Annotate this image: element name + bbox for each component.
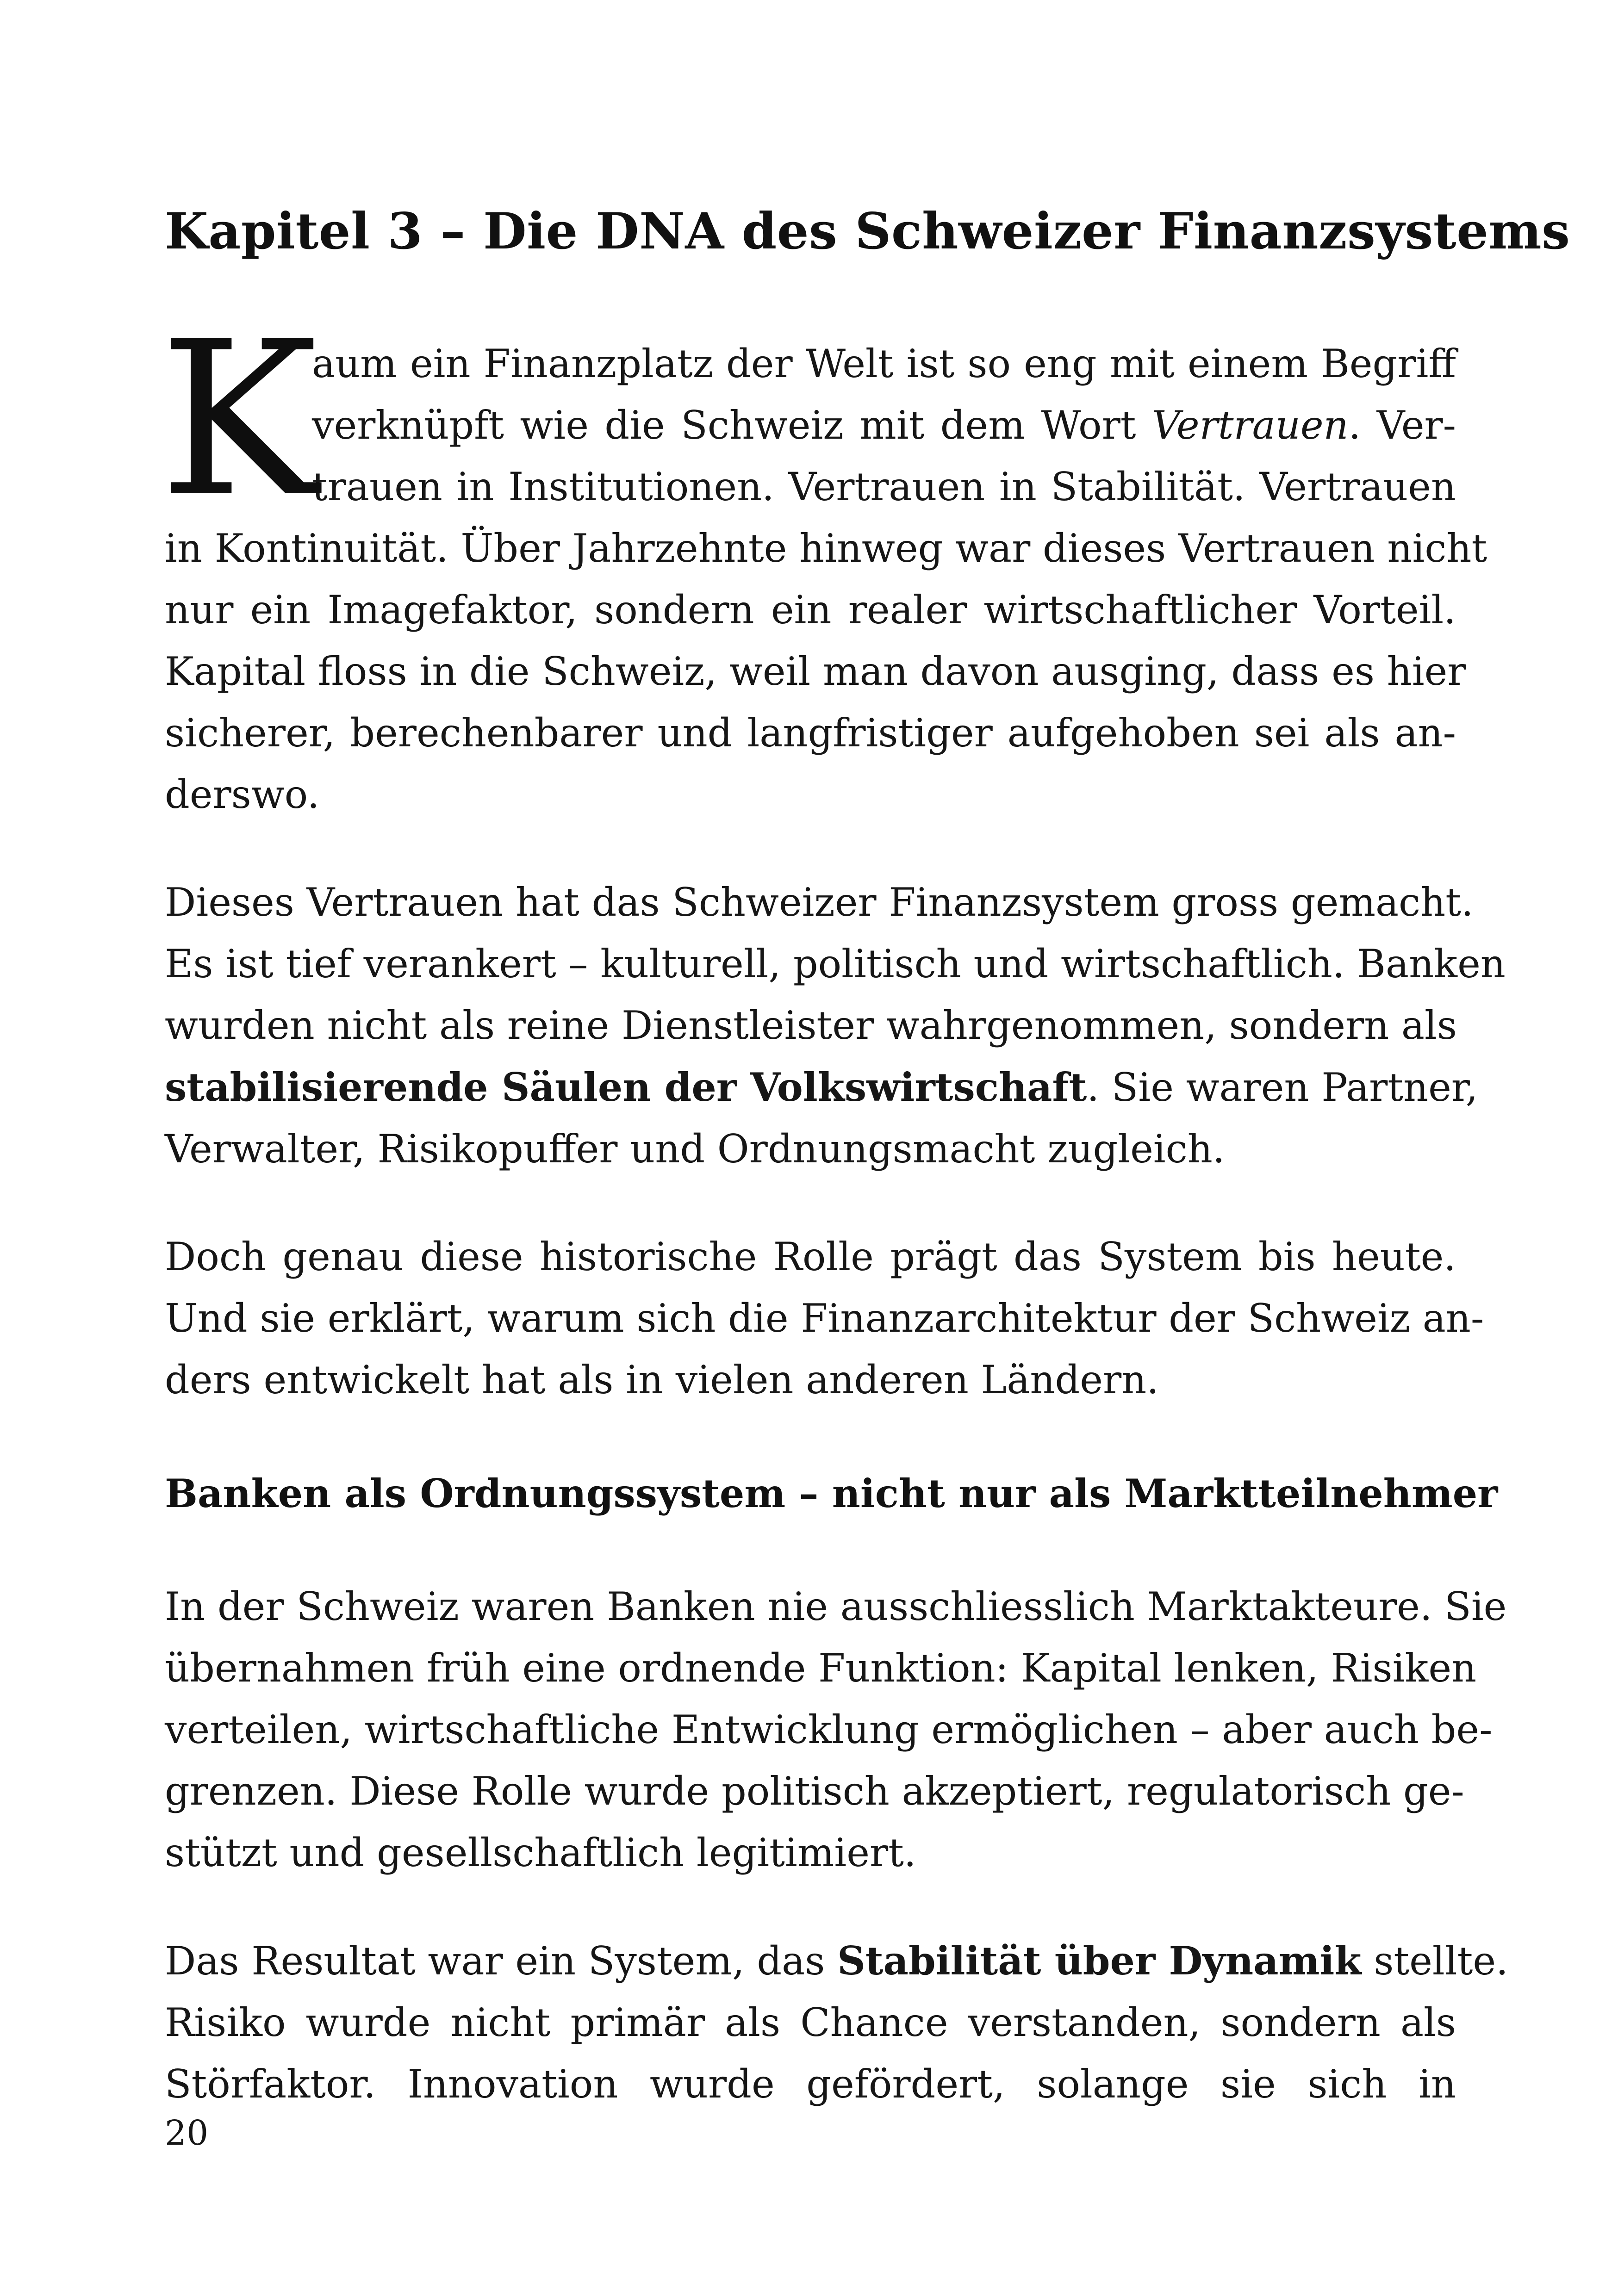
text-line bbox=[165, 1056, 1478, 1118]
text-line bbox=[165, 1930, 1508, 1992]
text-run: Das Resultat war ein System, das bbox=[165, 1938, 838, 1984]
text-line: wurden nicht als reine Dienstleister wahrgenommen, sondern als bbox=[165, 1003, 1457, 1048]
text-line: In der Schweiz waren Banken nie ausschliesslich Marktakteure. Sie bbox=[165, 1584, 1507, 1629]
text-line: Doch genau diese historische Rolle prägt das System bis heute. bbox=[165, 1234, 1456, 1279]
page-number: 20 bbox=[165, 2113, 209, 2153]
text-line: ders entwickelt hat als in vielen anderen Ländern. bbox=[165, 1357, 1159, 1402]
text-line: derswo. bbox=[165, 772, 320, 817]
text-line: Dieses Vertrauen hat das Schweizer Finanzsystem gross gemacht. bbox=[165, 880, 1474, 925]
italic-term: Vertrauen bbox=[1151, 403, 1349, 448]
chapter-title: Kapitel 3 – Die DNA des Schweizer Finanzsystems bbox=[165, 202, 1570, 261]
text-line: aum ein Finanzplatz der Welt ist so eng mit einem Begriff bbox=[312, 341, 1456, 386]
text-line: stützt und gesellschaftlich legitimiert. bbox=[165, 1830, 916, 1875]
text-line: Risiko wurde nicht primär als Chance verstanden, sondern als bbox=[165, 2000, 1456, 2045]
bold-phrase: Stabilität über Dynamik bbox=[837, 1938, 1362, 1984]
text-line: Es ist tief verankert – kulturell, politisch und wirtschaftlich. Banken bbox=[165, 941, 1506, 987]
text-line bbox=[165, 395, 1456, 456]
text-line: in Kontinuität. Über Jahrzehnte hinweg war dieses Vertrauen nicht bbox=[165, 526, 1487, 571]
text-line: sicherer, berechenbarer und langfristiger aufgehoben sei als an- bbox=[165, 710, 1456, 756]
section-heading: Banken als Ordnungssystem – nicht nur als Marktteilnehmer bbox=[165, 1471, 1498, 1516]
drop-cap: K bbox=[159, 296, 318, 544]
bold-phrase: stabilisierende Säulen der Volkswirtschaft bbox=[165, 1064, 1087, 1110]
paragraph-intro bbox=[159, 296, 1487, 825]
text-line: verteilen, wirtschaftliche Entwicklung ermöglichen – aber auch be- bbox=[165, 1707, 1493, 1752]
text-run: verknüpft wie die Schweiz mit dem Wort bbox=[312, 403, 1152, 448]
text-line: Und sie erklärt, warum sich die Finanzarchitektur der Schweiz an- bbox=[165, 1296, 1484, 1341]
text-line: Störfaktor. Innovation wurde gefördert, solange sie sich in bbox=[165, 2061, 1456, 2107]
paragraph-trust bbox=[165, 872, 1506, 1180]
text-line: übernahmen früh eine ordnende Funktion: Kapital lenken, Risiken bbox=[165, 1645, 1477, 1691]
text-run: stellte. bbox=[1361, 1938, 1508, 1984]
text-run: . Ver- bbox=[1348, 403, 1456, 448]
text-line: Kapital floss in die Schweiz, weil man davon ausging, dass es hier bbox=[165, 649, 1466, 694]
text-line: grenzen. Diese Rolle wurde politisch akzeptiert, regulatorisch ge- bbox=[165, 1769, 1464, 1814]
text-run: . Sie waren Partner, bbox=[1087, 1065, 1478, 1110]
page-content bbox=[159, 194, 1570, 2115]
text-line: Verwalter, Risikopuffer und Ordnungsmacht zugleich. bbox=[165, 1126, 1225, 1172]
text-line: nur ein Imagefaktor, sondern ein realer wirtschaftlicher Vorteil. bbox=[165, 587, 1456, 633]
text-line: trauen in Institutionen. Vertrauen in Stabilität. Vertrauen bbox=[312, 464, 1456, 509]
paragraph-history bbox=[165, 1226, 1484, 1411]
paragraph-result bbox=[165, 1930, 1508, 2115]
paragraph-banks bbox=[165, 1576, 1507, 1884]
